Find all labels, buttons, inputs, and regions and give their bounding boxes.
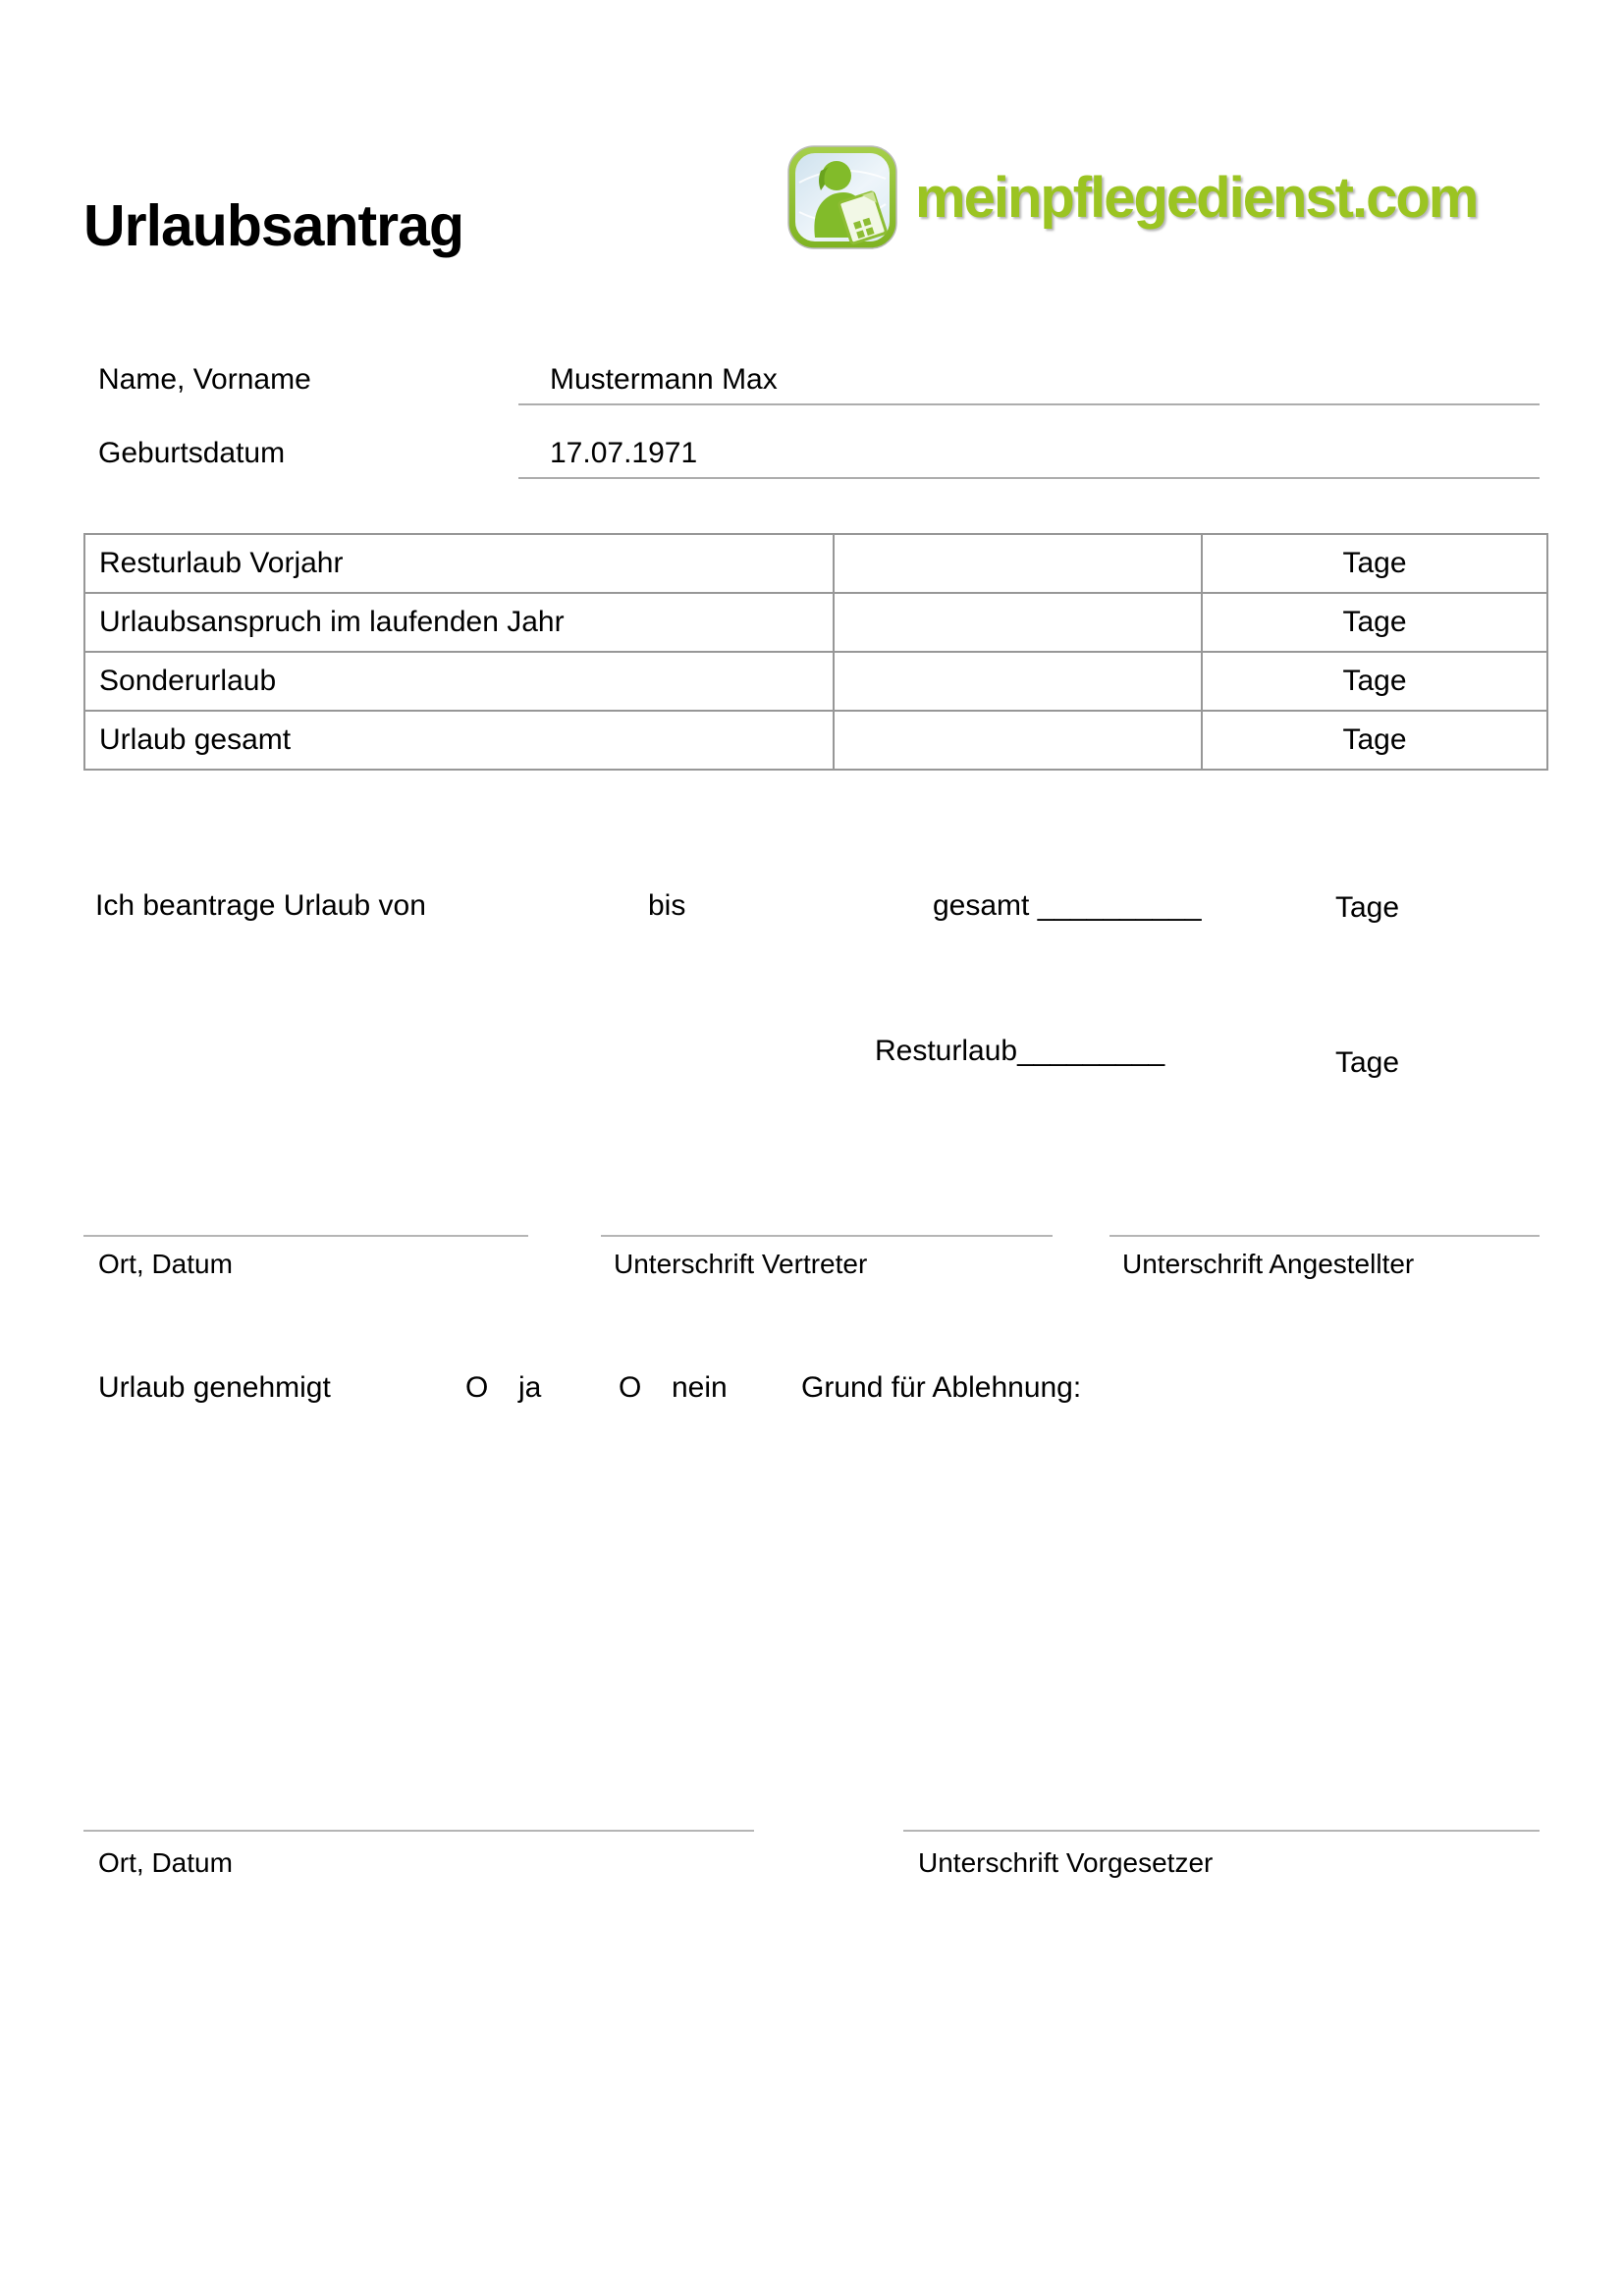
resturlaub-blank: _________ <box>1017 1035 1165 1067</box>
vorgesetzer-signature-label: Unterschrift Vorgesetzer <box>918 1847 1214 1878</box>
row-value-cell <box>834 652 1202 711</box>
row-unit-cell: Tage <box>1202 711 1547 770</box>
request-gesamt-label: gesamt <box>933 889 1030 922</box>
ort-datum-signature-label: Ort, Datum <box>98 1249 233 1279</box>
row-label-cell: Resturlaub Vorjahr <box>84 534 834 593</box>
table-row <box>84 534 1547 593</box>
name-value: Mustermann Max <box>550 363 778 396</box>
angestellter-signature-line <box>1109 1235 1540 1237</box>
request-intro: Ich beantrage Urlaub von <box>95 889 426 922</box>
dob-underline <box>518 477 1540 479</box>
name-underline <box>518 403 1540 405</box>
radio-nein-label: nein <box>672 1371 728 1404</box>
row-value-cell <box>834 711 1202 770</box>
radio-ja-icon: O <box>465 1371 489 1404</box>
page-title: Urlaubsantrag <box>83 193 463 258</box>
resturlaub-group <box>875 1035 1164 1068</box>
angestellter-signature-label: Unterschrift Angestellter <box>1122 1249 1415 1279</box>
vertreter-signature-line <box>601 1235 1053 1237</box>
row-value-cell <box>834 534 1202 593</box>
caregiver-badge-icon <box>785 143 899 251</box>
request-gesamt-group <box>933 889 1202 923</box>
resturlaub-tage-label: Tage <box>1335 1046 1400 1079</box>
row-unit-cell: Tage <box>1202 593 1547 652</box>
row-unit-cell: Tage <box>1202 534 1547 593</box>
radio-ja-label: ja <box>518 1371 542 1404</box>
table-row <box>84 652 1547 711</box>
dob-value: 17.07.1971 <box>550 437 698 469</box>
row-label-cell: Sonderurlaub <box>84 652 834 711</box>
vorgesetzer-signature-line <box>903 1830 1540 1832</box>
supervisor-ort-datum-line <box>83 1830 754 1832</box>
request-tage-label: Tage <box>1335 891 1400 924</box>
table-row <box>84 593 1547 652</box>
ort-datum-signature-line <box>83 1235 528 1237</box>
vacation-table <box>83 533 1548 771</box>
dob-label: Geburtsdatum <box>98 437 286 469</box>
row-unit-cell: Tage <box>1202 652 1547 711</box>
supervisor-ort-datum-label: Ort, Datum <box>98 1847 233 1878</box>
brand-logo <box>785 143 1477 251</box>
name-label: Name, Vorname <box>98 363 311 396</box>
rejection-reason-label: Grund für Ablehnung: <box>801 1371 1082 1404</box>
request-bis-label: bis <box>648 889 686 922</box>
table-row <box>84 711 1547 770</box>
resturlaub-label: Resturlaub <box>875 1035 1018 1067</box>
request-gesamt-blank: __________ <box>1037 889 1202 922</box>
radio-nein-icon: O <box>619 1371 642 1404</box>
vertreter-signature-label: Unterschrift Vertreter <box>614 1249 868 1279</box>
row-label-cell: Urlaub gesamt <box>84 711 834 770</box>
logo-text: meinpflegedienst.com <box>915 165 1478 230</box>
approval-label: Urlaub genehmigt <box>98 1371 331 1404</box>
row-value-cell <box>834 593 1202 652</box>
row-label-cell: Urlaubsanspruch im laufenden Jahr <box>84 593 834 652</box>
